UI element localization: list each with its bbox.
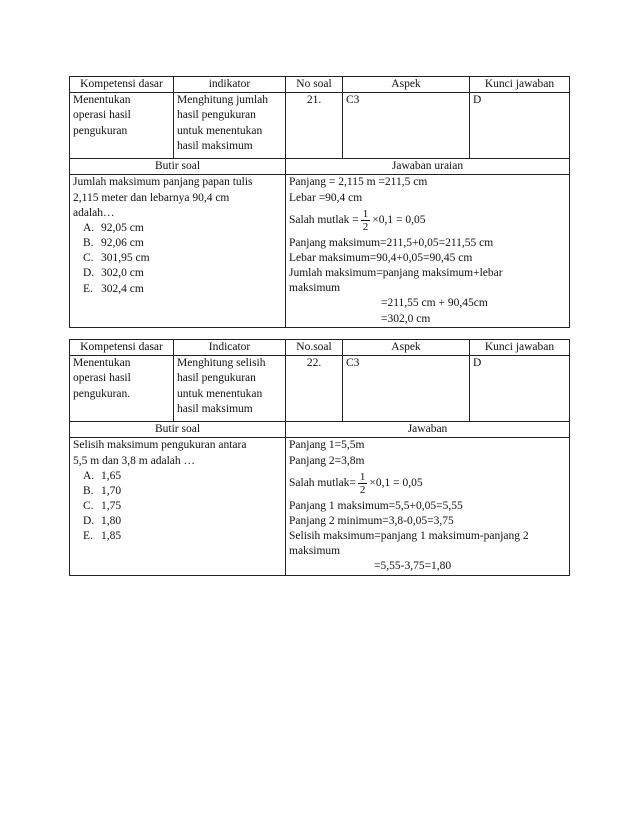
answer-line: Selisih maksimum=panjang 1 maksimum-panjang 2	[289, 530, 529, 543]
kompetensi-line: Menentukan	[73, 94, 131, 107]
kompetensi-line: pengukuran	[73, 124, 128, 137]
header-row	[70, 340, 570, 356]
header-kunci: Kunci jawaban	[470, 77, 570, 93]
answer-line: Jumlah maksimum=panjang maksimum+lebar	[289, 267, 503, 280]
aspek-cell: C3	[343, 93, 470, 159]
option-item: C. 301,95 cm	[83, 252, 150, 265]
answer-line: =5,55-3,75=1,80	[374, 560, 452, 573]
answer-line: maksimum	[289, 545, 341, 558]
indikator-line: hasil maksimum	[177, 402, 253, 415]
question-line: Selisih maksimum pengukuran antara	[73, 439, 247, 452]
header-kompetensi: Kompetensi dasar	[70, 340, 174, 356]
answer-line: Panjang 1 maksimum=5,5+0,05=5,55	[289, 499, 463, 512]
butir-header: Butir soal	[70, 422, 286, 438]
indikator-cell	[174, 93, 286, 159]
salah-mutlak-line: Salah mutlak = $\frac{1}{2}$ ×0,1 = 0,05	[289, 208, 426, 234]
answer-line: Lebar maksimum=90,4+0,05=90,45 cm	[289, 251, 473, 264]
answer-line: Panjang maksimum=211,5+0,05=211,55 cm	[289, 236, 494, 249]
butir-header: Butir soal	[70, 159, 286, 175]
answer-line: Panjang 2=3,8m	[289, 454, 365, 467]
option-item: E. 1,85	[83, 530, 122, 543]
info-row	[70, 356, 570, 422]
kunci-cell: D	[470, 356, 570, 422]
question-cell	[70, 175, 286, 327]
indikator-line: hasil maksimum	[177, 139, 253, 152]
answer-cell	[286, 438, 570, 575]
question-cell	[70, 438, 286, 575]
content-row	[70, 175, 570, 327]
subheader-row	[70, 159, 570, 175]
header-kompetensi: Kompetensi dasar	[70, 77, 174, 93]
question-table-21	[69, 76, 570, 328]
question-line: adalah…	[73, 206, 115, 219]
option-item: D. 302,0 cm	[83, 267, 144, 280]
option-item: A. 1,65	[83, 469, 122, 482]
indikator-line: Menghitung selisih	[177, 357, 266, 370]
options-list	[73, 469, 282, 545]
fraction: $\frac{1}{2}$	[362, 208, 369, 234]
kompetensi-cell	[70, 356, 174, 422]
salah-mutlak-line: Salah mutlak= $\frac{1}{2}$ ×0,1 = 0,05	[289, 471, 423, 497]
answer-line: Panjang 2 minimum=3,8-0,05=3,75	[289, 514, 454, 527]
header-indikator: Indicator	[174, 340, 286, 356]
no-soal-cell: 21.	[286, 93, 343, 159]
options-list	[73, 221, 282, 297]
indikator-line: Menghitung jumlah	[177, 94, 269, 107]
fraction: $\frac{1}{2}$	[359, 471, 366, 497]
kompetensi-cell	[70, 93, 174, 159]
kompetensi-line: pengukuran.	[73, 387, 131, 400]
subheader-row	[70, 422, 570, 438]
option-item: E. 302,4 cm	[83, 282, 144, 295]
question-line: 2,115 meter dan lebarnya 90,4 cm	[73, 191, 230, 204]
indikator-line: hasil pengukuran	[177, 372, 256, 385]
header-no-soal: No.soal	[286, 340, 343, 356]
indikator-line: hasil pengukuran	[177, 109, 256, 122]
header-indikator: indikator	[174, 77, 286, 93]
question-table-22	[69, 339, 570, 576]
option-item: B. 92,06 cm	[83, 237, 144, 250]
kunci-cell: D	[470, 93, 570, 159]
jawaban-header: Jawaban	[286, 422, 570, 438]
indikator-line: untuk menentukan	[177, 124, 263, 137]
answer-line: Lebar =90,4 cm	[289, 191, 363, 204]
answer-line: maksimum	[289, 282, 341, 295]
answer-line: Panjang 1=5,5m	[289, 439, 365, 452]
answer-line: =302,0 cm	[381, 312, 431, 325]
aspek-cell: C3	[343, 356, 470, 422]
kompetensi-line: operasi hasil	[73, 372, 131, 385]
header-row	[70, 77, 570, 93]
indikator-cell	[174, 356, 286, 422]
option-item: A. 92,05 cm	[83, 221, 144, 234]
option-item: B. 1,70	[83, 484, 122, 497]
no-soal-cell: 22.	[286, 356, 343, 422]
kompetensi-line: operasi hasil	[73, 109, 131, 122]
kompetensi-line: Menentukan	[73, 357, 131, 370]
info-row	[70, 93, 570, 159]
answer-line: Panjang = 2,115 m =211,5 cm	[289, 176, 428, 189]
header-aspek: Aspek	[343, 77, 470, 93]
header-aspek: Aspek	[343, 340, 470, 356]
header-no-soal: No soal	[286, 77, 343, 93]
question-line: 5,5 m dan 3,8 m adalah …	[73, 454, 196, 467]
header-kunci: Kunci jawaban	[470, 340, 570, 356]
content-row	[70, 438, 570, 575]
option-item: D. 1,80	[83, 515, 122, 528]
option-item: C. 1,75	[83, 500, 122, 513]
question-line: Jumlah maksimum panjang papan tulis	[73, 176, 253, 189]
indikator-line: untuk menentukan	[177, 387, 263, 400]
answer-cell	[286, 175, 570, 327]
jawaban-header: Jawaban uraian	[286, 159, 570, 175]
answer-line: =211,55 cm + 90,45cm	[381, 297, 488, 310]
